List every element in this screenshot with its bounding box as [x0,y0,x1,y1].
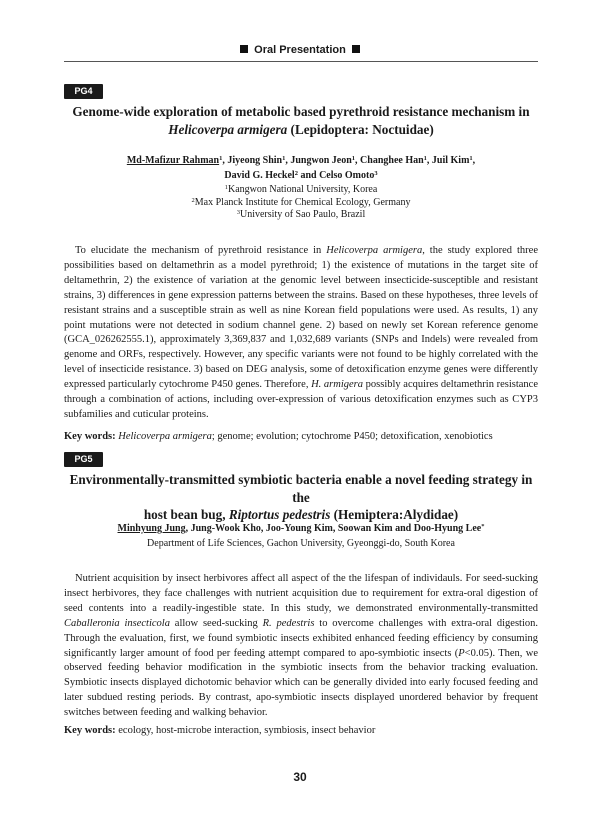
author-sup: 1 [282,155,286,162]
affiliation-text: Kangwon National University, Korea [227,184,378,195]
pg4-affiliations [64,184,538,222]
author-sep: , [222,155,228,166]
author-sup: 1 [351,155,356,162]
corresponding-mark: * [481,523,485,530]
pg4-affiliation [64,197,538,210]
abstract-text: Nutrient acquisition by insect herbivores affect all aspect of the the lifespan of individauls. For seed-sucking insect herbivores, they face challenges with nutrient acquisition due to requirement for extra-oral digestion of seed contents into a readily-ingestible state. In this study, we demonstrated environmentally-transmitted [64,573,538,614]
abstract-text: <0.05). Then, we observed feeding behavior modification in the symbiotic insects from the behavior tracking evaluation. Symbiotic insects displayed dichotomic behavior which can be generally divided into early focused feeding and later subdued resting periods. By contrast, apo-symbiotic insects displayed unordered behavior by frequent switches between feeding and walking behavior. [64,647,538,719]
affiliation-sup: 2 [191,196,195,204]
author-sup: 1 [219,155,223,162]
section-header [0,44,600,56]
abstract-text: To elucidate the mechanism of pyrethroid resistance in [75,245,327,256]
author-sep: , [285,155,291,166]
pg5-author-presenter: Minhyung Jung [117,523,186,534]
affiliation-text: Max Planck Institute for Chemical Ecology, Germany [194,196,411,208]
author-sup: 1 [469,155,473,162]
pg5-affiliation: Department of Life Sciences, Gachon University, Gyeonggi-do, South Korea [147,538,455,549]
pg4-author: Jungwon Jeon [290,155,352,166]
pg4-title-rest: (Lepidoptera: Noctuidae) [287,121,434,137]
pg5-badge: PG5 [64,452,103,467]
affiliation-text: University of Sao Paulo, Brazil [239,209,366,220]
abstract-species: R. pedestris [262,617,315,629]
abstract-text: , the study explored three possibilities based on deltamethrin as a model pyrethroid; 1) the existence of mutations in the target site of deltamethrin, 2) the existence of variation at the genomic level between insecticide-susceptible and resistant strains, 3) differences in gene expression patterns between the strains. Based on these hypotheses, three levels of resistant strains and a susceptible strain as well as nine Korean field populations were used. As results, 1) any point mutations were not detected in sodium channel gene. 2) based on newly set Korean reference genome (GCA_026262555.1), approximately 3,369,837 and 1,032,689 variants (SNPs and Indels) were revealed from genome and ORFs, respectively. However, any specific variants were not found to be highly correlated with the level of insecticide resistance. 3) based on DEG analysis, some of detoxification enzyme genes were differently expressed particularly cytochrome P450 genes. Therefore, [64,245,538,391]
abstract-text: possibly acquires deltamethrin resistance through a combination of actions, including over-expression of various detoxification enzymes such as CYP3 subfamilies and cuticular proteins. [64,379,538,420]
pg5-keywords [64,724,538,738]
author-sup: 3 [374,169,378,177]
abstract-stat-symbol: P [458,647,465,659]
pg4-abstract [64,244,538,423]
abstract-species: Caballeronia insecticola [64,617,170,629]
abstract-species: H. armigera [311,379,364,391]
header-divider [64,61,538,62]
pg4-title-line2 [64,121,538,139]
author-sep: , [426,155,432,166]
pg4-title [64,103,538,138]
abstract-species: Helicoverpa armigera [326,245,423,256]
pg5-authors-rest: , Jung-Wook Kho, Joo-Young Kim, Soowan Kim and Doo-Hyung Lee [185,523,482,534]
author-sep: , [472,155,476,166]
page-number: 30 [293,770,307,784]
pg4-title-line1: Genome-wide exploration of metabolic based pyrethroid resistance mechanism in [72,104,530,119]
pg5-title-pre: host bean bug, [143,507,229,522]
pg4-author: Juil Kim [431,155,470,166]
keywords-text: ecology, host-microbe interaction, symbiosis, insect behavior [115,725,376,736]
pg4-title-species: Helicoverpa armigera [168,121,288,137]
pg4-affiliation [64,209,538,222]
pg5-title-line1: Environmentally-transmitted symbiotic bacteria enable a novel feeding strategy in the [69,472,533,505]
affiliation-sup: 3 [236,209,240,216]
pg5-authors [64,522,538,537]
keywords-text: ; genome; evolution; cytochrome P450; detoxification, xenobiotics [211,431,493,442]
pg4-authors [64,154,538,183]
keywords-species: Helicoverpa armigera [118,431,212,442]
pg4-affiliation [64,184,538,197]
pg4-authors-line2 [64,169,538,184]
keywords-label: Key words: [64,431,116,442]
pg4-author: Celso Omoto [319,169,375,181]
pg4-badge: PG4 [64,84,103,99]
affiliation-sup: 1 [224,184,228,191]
author-sep: , [355,155,361,166]
abstract-text: allow seed-sucking [169,617,263,629]
pg4-authors-line1 [64,154,538,169]
square-bullet-icon [240,45,248,53]
pg5-title-species: Riptortus pedestris [228,507,331,522]
keywords-label: Key words: [64,725,116,736]
pg5-abstract [64,572,538,721]
square-bullet-icon [352,45,360,53]
pg5-title-rest: (Hemiptera:Alydidae) [330,507,459,522]
author-sep: and [297,169,320,181]
pg4-author-presenter: Md-Mafizur Rahman [126,155,220,166]
pg5-title [64,471,538,524]
abstract-text: to overcome challenges with extra-oral digestion. Through the evaluation, first, we found symbiotic insects exhibited enhanced feeding efficiency by consuming significantly larger amount of food per feeding attempt compared to apo-symbiotic insects ( [64,617,538,659]
section-header-label: Oral Presentation [254,44,346,56]
pg4-author: Changhee Han [360,155,424,166]
author-sup: 1 [423,155,427,162]
pg4-keywords [64,430,538,444]
pg5-title-line2 [64,506,538,524]
pg4-author: Jiyeong Shin [227,155,283,166]
author-sup: 2 [294,169,298,177]
pg4-author: David G. Heckel [224,169,295,181]
